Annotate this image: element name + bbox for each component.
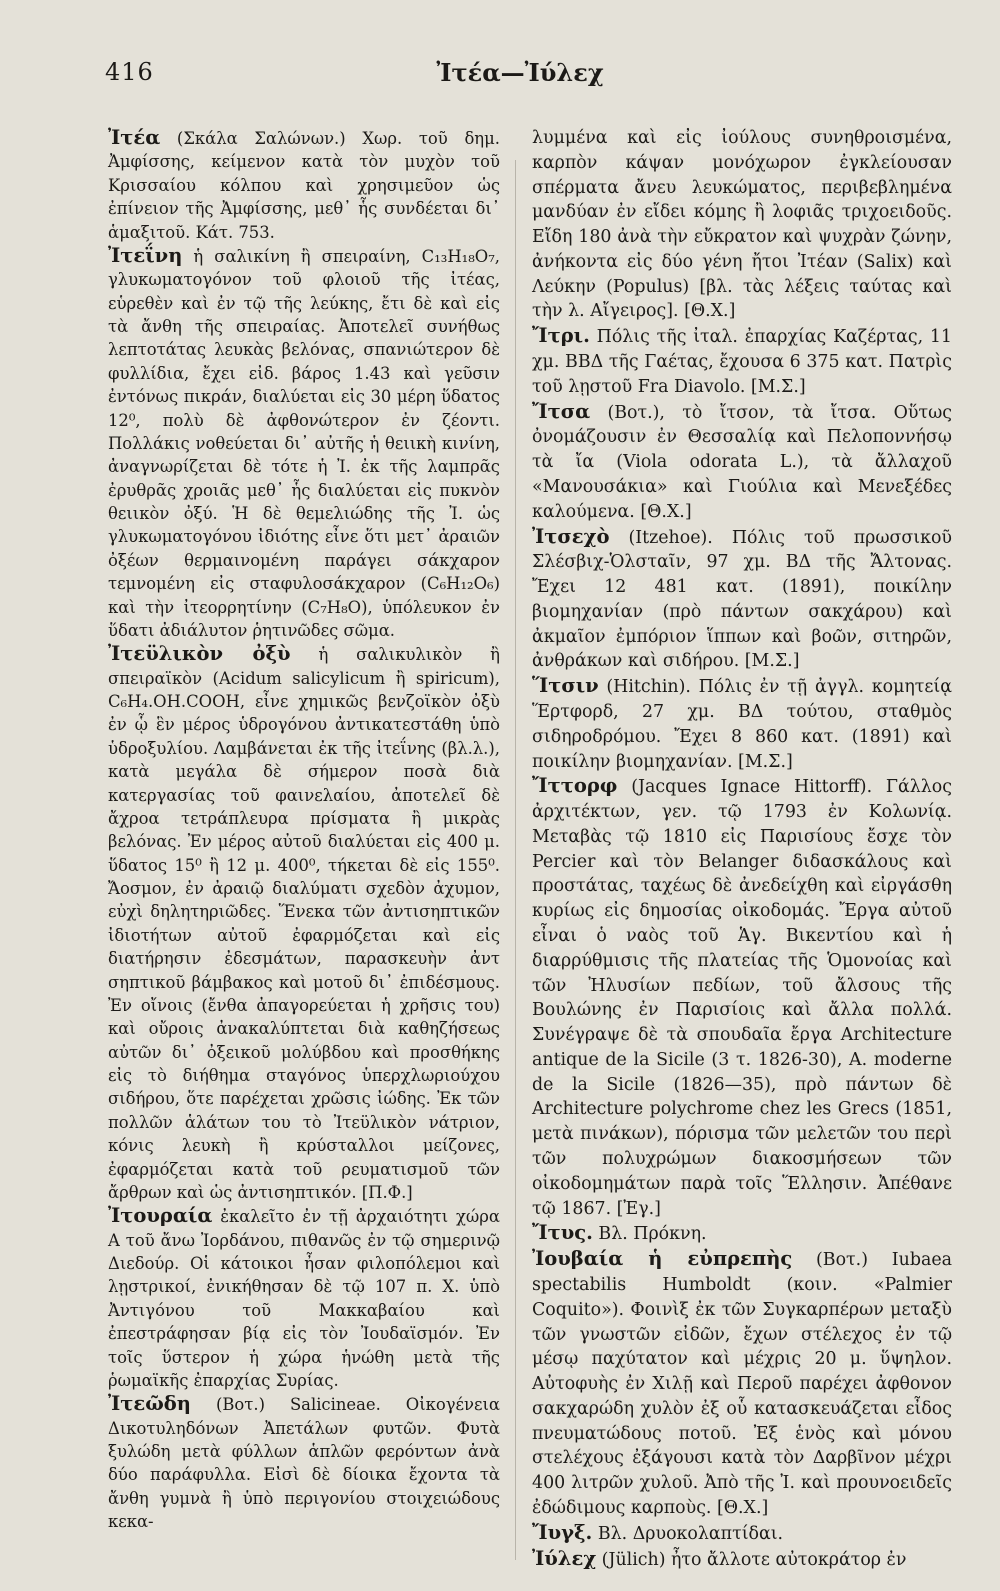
dictionary-entry <box>108 126 500 244</box>
entry-headword: Ἴττορφ <box>532 774 618 798</box>
dictionary-entry <box>532 400 952 525</box>
entry-text: λυμμένα καὶ εἰς ἰούλους συνηθροισμένα, καρπὸν κάψαν μονόχωρον ἐγκλείουσαν σπέρματα ἄνευ λευκώματος, περιβεβλημένα μανδύαν ἐν εἴδει κόμης ἢ λοφιᾶς τριχοειδοῦς. Εἴδη 180 ἀνὰ τὴν εὔκρατον καὶ ψυχρὰν ζώνην, ἀνήκοντα εἰς δύο γένη ἤτοι Ἰτέαν (Salix) καὶ Λεύκην (Populus) [βλ. τὰς λέξεις ταύτας καὶ τὴν λ. Αἴγειρος]. [Θ.Χ.] <box>532 128 952 322</box>
entry-headword: Ἴτυς. <box>532 1221 593 1245</box>
dictionary-entry <box>532 525 952 675</box>
dictionary-entry <box>532 1521 952 1547</box>
entry-text: (Jacques Ignace Hittorff). Γάλλος ἀρχιτέκτων, γεν. τῷ 1793 ἐν Κολωνίᾳ. Μεταβὰς τῷ 1810 εἰς Παρισίους ἔσχε τὸν Percier καὶ τὸν Belanger διδασκάλους καὶ προστάτας, ταχέως δὲ ἀνεδείχθη καὶ εἰργάσθη κυρίως εἰς δημοσίας οἰκοδομάς. Ἔργα αὐτοῦ εἶναι ὁ ναὸς τοῦ Ἁγ. Βικεντίου καὶ ἡ διαρρύθμισις τῆς πλατείας τῆς Ὁμονοίας καὶ τῶν Ἠλυσίων πεδίων, τοῦ ἄλσους τῆς Βουλώνης ἐν Παρισίοις καὶ ἄλλα πολλά. Συνέγραψε δὲ τὰ σπουδαῖα ἔργα Architecture antique de la Sicile (3 τ. 1826-30), A. moderne de la Sicile (1826—35), πρὸ πάντων δὲ Architecture polychrome chez les Grecs (1851, μετὰ πινάκων), πόρισμα τῶν μελετῶν του περὶ τῶν πολυχρώμων διακοσμήσεων τῶν οἰκοδομημάτων παρὰ τοῖς Ἕλλησιν. Ἀπέθανε τῷ 1867. [Ἐγ.] <box>532 777 952 1219</box>
entry-text: (Βοτ.) Salicineae. Οἰκογένεια Δικοτυληδόνων Ἀπετάλων φυτῶν. Φυτὰ ξυλώδη μετὰ φύλλων ἁπλῶν φερόντων ἀνὰ δύο παράφυλλα. Εἰσὶ δὲ δίοικα ἔχοντα τὰ ἄνθη γυμνὰ ἢ ὑπὸ περιγονίου στοιχειώδους κεκα- <box>108 1395 500 1532</box>
dictionary-entry <box>108 244 500 642</box>
entry-text: (Jülich) ἦτο ἄλλοτε αὐτοκράτορ ἐν <box>596 1549 907 1570</box>
entry-headword: Ἴτρι. <box>532 324 590 348</box>
dictionary-entry <box>108 1204 500 1392</box>
entry-headword: Ἴυγξ. <box>532 1520 593 1544</box>
page-header <box>0 58 1000 98</box>
entry-headword: Ἰτεϋλικὸν ὀξὺ <box>108 642 291 666</box>
dictionary-entry <box>532 1247 952 1521</box>
dictionary-entry <box>532 1547 952 1573</box>
dictionary-entry <box>108 1392 500 1533</box>
dictionary-entry-continuation <box>532 126 952 324</box>
entry-text: ἡ σαλικυλικὸν ἢ σπειραϊκὸν (Acidum salicylicum ἢ spiricum), C₆H₄.OH.COOH, εἶνε χημικῶς βενζοϊκὸν ὀξὺ ἐν ᾧ ἓν μέρος ὑδρογόνου ἀντικατεστάθη ὑπὸ ὑδροξυλίου. Λαμβάνεται ἐκ τῆς ἰτεΐνης (βλ.λ.), κατὰ μεγάλα δὲ σήμερον ποσὰ διὰ κατεργασίας τοῦ φαινελαίου, ἀποτελεῖ δὲ ἄχροα τετράπλευρα πρίσματα ἢ μικρὰς βελόνας. Ἐν μέρος αὐτοῦ διαλύεται εἰς 400 μ. ὕδατος 15⁰ ἢ 12 μ. 400⁰, τήκεται δὲ εἰς 155⁰. Ἄοσμον, ἐν ἀραιῷ διαλύματι σχεδὸν ἀχυμον, εὐχὶ δηλητηριῶδες. Ἕνεκα τῶν ἀντισηπτικῶν ἰδιοτήτων αὐτοῦ ἐφαρμόζεται καὶ εἰς διατήρησιν ἐδεσμάτων, παρασκευὴν ἀντ σηπτικοῦ βάμβακος καὶ μοτοῦ δι᾽ ἐπιδέσμους. Ἐν οἴνοις (ἔνθα ἀπαγορεύεται ἡ χρῆσις του) καὶ οὔροις ἀνακαλύπτεται διὰ καθηζήσεως αὐτῶν δι᾽ ὀξεικοῦ μολύβδου καὶ προσθήκης εἰς τὸ διήθημα σταγόνος ὑπερχλωριούχου σιδήρου, ὅτε παρέχεται χρῶσις ἰώδης. Ἐκ τῶν πολλῶν ἁλάτων του τὸ Ἰτεϋλικὸν νάτριον, κόνις λευκὴ ἢ κρύσταλλοι μείζονες, ἐφαρμόζεται κατὰ τοῦ ρευματισμοῦ τῶν ἄρθρων καὶ ὡς ἀντισηπτικόν. [Π.Φ.] <box>108 645 500 1202</box>
dictionary-entry <box>532 1221 952 1247</box>
entry-headword: Ἰτεΐνη <box>108 243 183 267</box>
entry-headword: Ἰύλεχ <box>532 1546 597 1570</box>
column-divider <box>515 160 516 1560</box>
entry-headword: Ἴτσα <box>532 399 591 423</box>
entry-headword: Ἵτσιν <box>532 674 599 698</box>
entry-text: Βλ. Πρόκνη. <box>592 1224 707 1245</box>
dictionary-entry <box>532 774 952 1221</box>
entry-text: Βλ. Δρυοκολαπτίδαι. <box>592 1523 784 1544</box>
page-number: 416 <box>105 58 154 86</box>
entry-headword: Ἰτουραία <box>108 1204 213 1228</box>
running-head: Ἰτέα—Ἰύλεχ <box>436 58 604 87</box>
entry-text: ἐκαλεῖτο ἐν τῇ ἀρχαιότητι χώρα Α τοῦ ἄνω Ἰορδάνου, πιθανῶς ἐν τῷ σημερινῷ Διεδούρ. Οἱ κάτοικοι ἦσαν φιλοπόλεμοι καὶ λῃστρικοί, ἐνικήθησαν δὲ τῷ 107 π. Χ. ὑπὸ Ἀντιγόνου τοῦ Μακκαβαίου καὶ ἐπεστράφησαν βίᾳ εἰς τὸν Ἰουδαϊσμόν. Ἐν τοῖς ὕστερον ἡ χώρα ἡνώθη μετὰ τῆς ῥωμαϊκῆς ἐπαρχίας Συρίας. <box>108 1207 500 1390</box>
dictionary-entry <box>532 674 952 774</box>
entry-headword: Ἰτεῶδη <box>108 1392 191 1416</box>
entry-text: (Βοτ.) Iubaea spectabilis Humboldt (κοιν. «Palmier Coquito»). Φοινὶξ ἐκ τῶν Συγκαρπέρων μεταξὺ τῶν γνωστῶν εἰδῶν, ἔχων στέλεχος ἐν τῷ μέσῳ παχύτατον καὶ μέχρις 20 μ. ὕψηλον. Αὐτοφυὴς ἐν Χιλῇ καὶ Περοῦ παρέχει ἀφθονον σακχαρώδη χυλὸν ἐξ οὗ κατασκευάζεται εἶδος πνευματώδους ποτοῦ. Ἐξ ἑνὸς καὶ μόνου στελέχους ἐξάγουσι κατὰ τὸν Δαρβῖνον μέχρι 400 λιτρῶν χυλοῦ. Ἀπὸ τῆς Ἰ. καὶ προυνοειδεῖς ἐδώδιμους καρποὺς. [Θ.Χ.] <box>532 1250 952 1518</box>
entry-headword: Ἰτσεχὸ <box>532 524 610 548</box>
entry-headword: Ἰτέα <box>108 126 161 149</box>
entry-text: ἡ σαλικίνη ἢ σπειραίνη, C₁₃H₁₈O₇, γλυκωματογόνον τοῦ φλοιοῦ τῆς ἰτέας, εὑρεθὲν καὶ ἐν τῷ τῆς λεύκης, ἔτι δὲ καὶ εἰς τὰ ἄνθη τῆς σπειραίας. Ἀποτελεῖ συνήθως λεπτοτάτας λευκὰς βελόνας, σπανιώτερον δὲ φυλλίδια, ἔχει εἰδ. βάρος 1.43 καὶ γεῦσιν ἐντόνως πικράν, διαλύεται εἰς 30 μέρη ὕδατος 12⁰, πολὺ δὲ ἀφθονώτερον ἐν ζέοντι. Πολλάκις νοθεύεται δι᾽ αὐτῆς ἡ θειικὴ κινίνη, ἀναγνωρίζεται δὲ τότε ἡ Ἰ. ἐκ τῆς λαμπρᾶς ἐρυθρᾶς χροιᾶς μεθ᾽ ἧς διαλύεται εἰς πυκνὸν θειικὸν ὀξύ. Ἡ δὲ θεμελιώδης τῆς Ἰ. ὡς γλυκωματογόνου ἰδιότης εἶνε ὅτι μετ᾽ ἀραιῶν ὀξέων θερμαινομένη παράγει σάκχαρον τεμνομένη εἰς σταφυλοσάκχαρον (C₆H₁₂O₆) καὶ τὴν ἰτεορρητίνην (C₇H₈O), ὑπόλευκον ἐν ὕδατι ἀδιάλυτον ῥητινῶδες σῶμα. <box>108 246 500 640</box>
entry-headword: Ἰουβαία ἡ εὐπρεπὴς <box>532 1247 793 1271</box>
left-column <box>108 126 500 1534</box>
entry-text: (Hitchin). Πόλις ἐν τῇ ἀγγλ. κομητείᾳ Ἕρτφορδ, 27 χμ. ΒΔ τούτου, σταθμὸς σιδηροδρόμου. Ἔχει 8 860 κατ. (1891) καὶ ποικίλην βιομηχανίαν. [Μ.Σ.] <box>532 677 952 772</box>
entry-text: (Itzehoe). Πόλις τοῦ πρωσσικοῦ Σλέσβιχ-Ὁλσταῖν, 97 χμ. ΒΔ τῆς Ἄλτονας. Ἔχει 12 481 κατ. (1891), ποικίλην βιομηχανίαν (πρὸ πάντων σακχάρου) καὶ ἀκμαῖον ἐμπόριον ἵππων καὶ βοῶν, σιτηρῶν, ἀνθράκων καὶ σιδήρου. [Μ.Σ.] <box>532 527 952 672</box>
right-column <box>532 126 952 1572</box>
entry-text: Πόλις τῆς ἰταλ. ἐπαρχίας Καζέρτας, 11 χμ. ΒΒΔ τῆς Γαέτας, ἔχουσα 6 375 κατ. Πατρὶς τοῦ λῃστοῦ Fra Diavolo. [Μ.Σ.] <box>532 327 952 397</box>
dictionary-entry <box>532 324 952 399</box>
dictionary-entry <box>108 642 500 1204</box>
entry-text: (Βοτ.), τὸ ἴτσον, τὰ ἴτσα. Οὕτως ὀνομάζουσιν ἐν Θεσσαλίᾳ καὶ Πελοποννήσῳ τὰ ἴα (Viola odorata L.), τὰ ἄλλαχοῦ «Μανουσάκια» καὶ Γιούλια καὶ Μενεξέδες καλούμενα. [Θ.Χ.] <box>532 402 952 522</box>
entry-text: (Σκάλα Σαλώνων.) Χωρ. τοῦ δημ. Ἀμφίσσης, κείμενον κατὰ τὸν μυχὸν τοῦ Κρισσαίου κόλπου καὶ χρησιμεῦον ὡς ἐπίνειον τῆς Ἀμφίσσης, μεθ᾽ ἧς συνδέεται δι᾽ ἁμαξιτοῦ. Κάτ. 753. <box>108 129 500 242</box>
